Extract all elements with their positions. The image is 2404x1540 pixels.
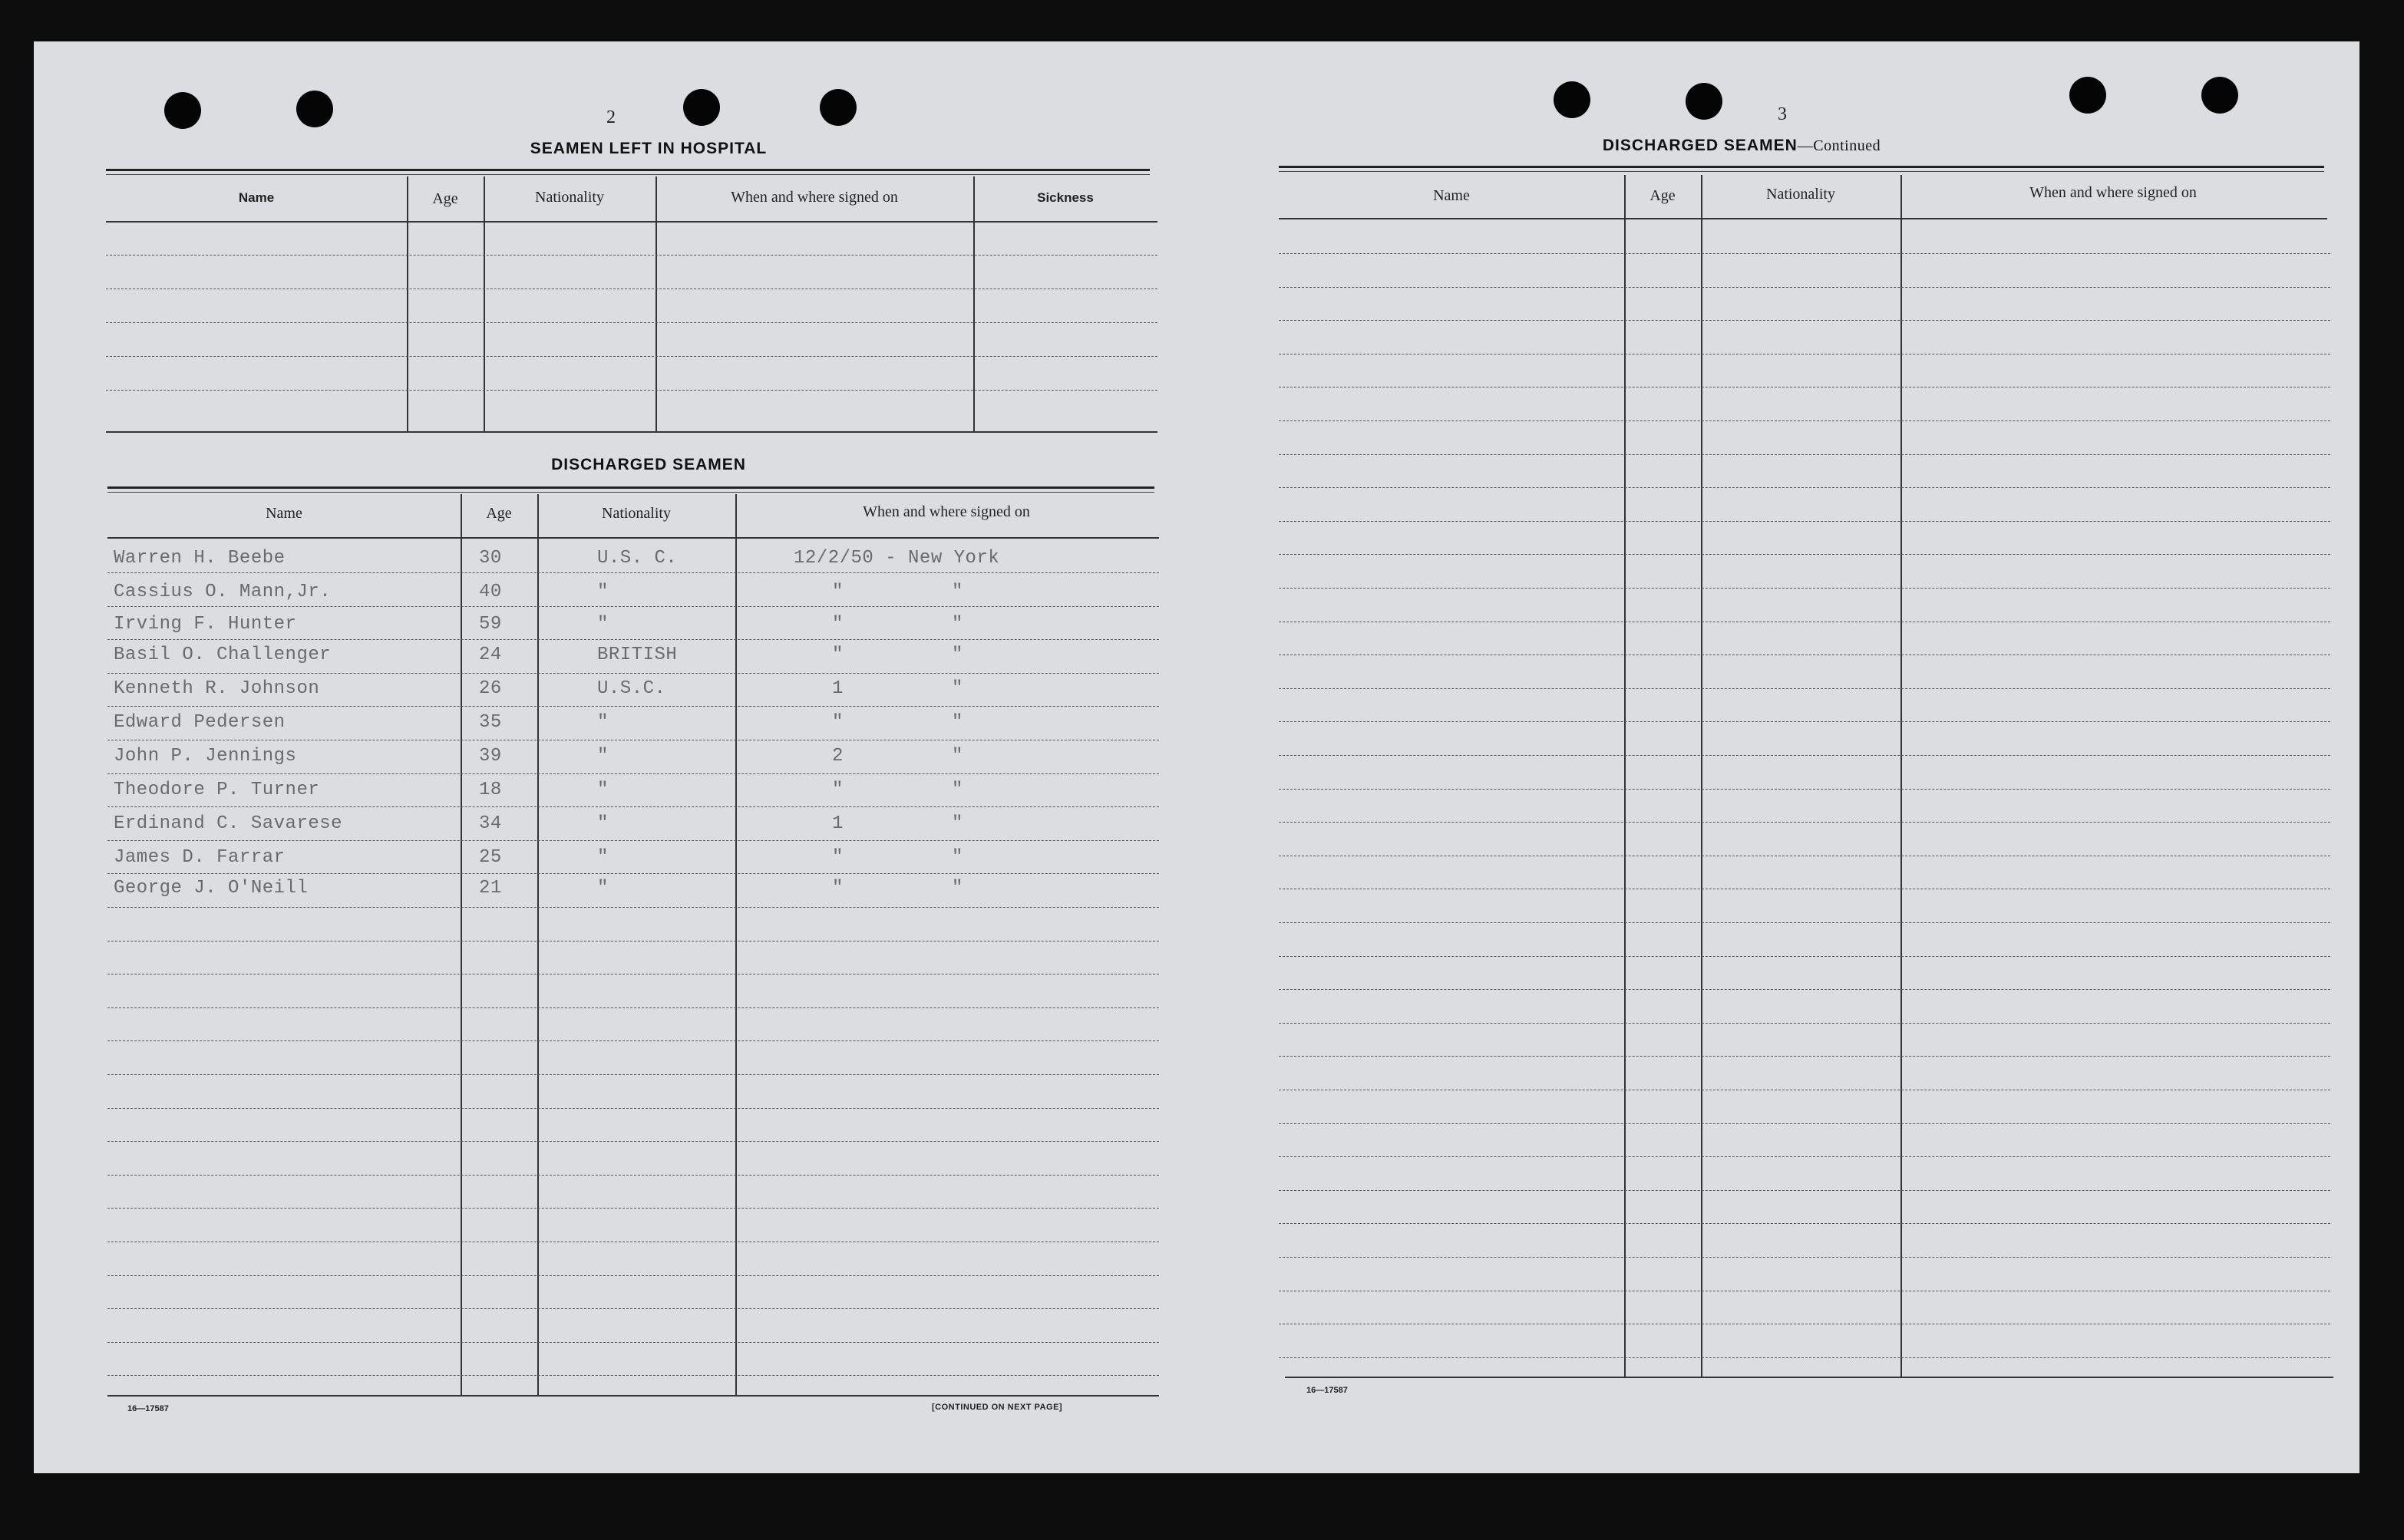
row-nationality: ": [597, 712, 609, 733]
form-code-right: 16—17587: [1306, 1386, 1348, 1395]
ruled-line: [106, 390, 1157, 391]
hospital-section-title: SEAMEN LEFT IN HOSPITAL: [530, 140, 768, 157]
ruled-line: [1279, 554, 2330, 555]
discharged-col-name: Name: [266, 505, 302, 522]
ruled-line: [107, 1375, 1159, 1376]
punch-hole: [683, 89, 720, 126]
hospital-header-rule: [106, 221, 1157, 223]
right-col-divider: [1900, 175, 1902, 1377]
ruled-line: [107, 1040, 1159, 1041]
row-name: Cassius O. Mann,Jr.: [114, 582, 332, 602]
ruled-line: [1279, 253, 2330, 254]
row-name: Warren H. Beebe: [114, 548, 286, 569]
row-nationality: ": [597, 746, 609, 767]
row-signed-on: 12/2/50 - New York: [794, 548, 1000, 569]
page-number-left: 2: [606, 107, 616, 127]
row-signed-on: ": [832, 614, 844, 635]
punch-hole: [1554, 81, 1590, 118]
ruled-line: [1279, 1023, 2330, 1024]
row-signed-on: 1: [832, 678, 844, 699]
discharged-col-nationality: Nationality: [602, 505, 671, 522]
ruled-line: [107, 1275, 1159, 1276]
row-where: ": [952, 813, 963, 834]
hospital-col-signed-on: When and where signed on: [731, 189, 898, 206]
hospital-col-sickness: Sickness: [1037, 190, 1094, 205]
ruled-line: [1279, 1123, 2330, 1124]
row-age: 34: [479, 813, 502, 834]
row-age: 24: [479, 645, 502, 665]
row-where: ": [952, 712, 963, 733]
row-signed-on: ": [832, 712, 844, 733]
row-nationality: ": [597, 582, 609, 602]
row-name: Irving F. Hunter: [114, 614, 297, 635]
ruled-line: [1279, 1357, 2330, 1358]
row-signed-on: ": [832, 780, 844, 800]
row-age: 21: [479, 878, 502, 899]
row-nationality: ": [597, 878, 609, 899]
hospital-col-divider: [655, 176, 657, 431]
ruled-line: [1279, 922, 2330, 923]
discharged-table-top-rule: [107, 486, 1154, 493]
right-col-age: Age: [1649, 187, 1676, 204]
ruled-line: [1279, 822, 2330, 823]
ruled-line: [107, 1007, 1159, 1008]
ruled-line: [1279, 688, 2330, 689]
row-where: ": [952, 614, 963, 635]
row-name: Edward Pedersen: [114, 712, 286, 733]
right-col-name: Name: [1433, 187, 1470, 204]
ruled-line: [107, 1308, 1159, 1309]
hospital-col-divider: [484, 176, 485, 431]
row-nationality: U.S. C.: [597, 548, 678, 569]
right-table-top-rule: [1279, 166, 2324, 172]
ruled-line: [107, 706, 1159, 707]
ruled-line: [107, 1141, 1159, 1142]
punch-hole: [2069, 77, 2106, 114]
document-sheet: [34, 41, 2359, 1473]
row-nationality: ": [597, 813, 609, 834]
row-age: 59: [479, 614, 502, 635]
right-col-divider: [1624, 175, 1626, 1377]
row-name: Theodore P. Turner: [114, 780, 320, 800]
ruled-line: [107, 1342, 1159, 1343]
ruled-line: [1279, 287, 2330, 288]
ruled-line: [1279, 521, 2330, 522]
continued-note: [CONTINUED ON NEXT PAGE]: [932, 1403, 1063, 1412]
discharged-col-divider: [735, 494, 737, 1395]
row-age: 25: [479, 847, 502, 868]
row-name: Kenneth R. Johnson: [114, 678, 320, 699]
row-nationality: BRITISH: [597, 645, 678, 665]
row-age: 18: [479, 780, 502, 800]
row-signed-on: ": [832, 645, 844, 665]
ruled-line: [1279, 755, 2330, 756]
row-where: ": [952, 746, 963, 767]
right-table-bottom-rule: [1285, 1377, 2333, 1378]
hospital-col-divider: [407, 176, 408, 431]
row-nationality: U.S.C.: [597, 678, 666, 699]
hospital-col-age: Age: [432, 190, 458, 207]
ruled-line: [107, 1108, 1159, 1109]
right-col-nationality: Nationality: [1766, 186, 1835, 203]
row-nationality: ": [597, 780, 609, 800]
punch-hole: [164, 92, 201, 129]
hospital-col-divider: [973, 176, 975, 431]
ruled-line: [107, 1074, 1159, 1075]
discharged-col-divider: [461, 494, 462, 1395]
row-signed-on: 2: [832, 746, 844, 767]
ruled-line: [106, 255, 1157, 256]
ruled-line: [106, 322, 1157, 323]
ruled-line: [107, 1208, 1159, 1209]
right-section-title: [1561, 137, 1922, 155]
row-where: ": [952, 780, 963, 800]
row-signed-on: 1: [832, 813, 844, 834]
row-where: ": [952, 678, 963, 699]
row-where: ": [952, 847, 963, 868]
ruled-line: [1279, 1156, 2330, 1157]
ruled-line: [1279, 721, 2330, 722]
discharged-col-age: Age: [486, 505, 512, 522]
ruled-line: [107, 773, 1159, 774]
ruled-line: [1279, 454, 2330, 455]
punch-hole: [1686, 83, 1722, 120]
punch-hole: [820, 89, 857, 126]
ruled-line: [1279, 789, 2330, 790]
form-code-left: 16—17587: [127, 1404, 169, 1413]
row-signed-on: ": [832, 847, 844, 868]
discharged-col-divider: [537, 494, 539, 1395]
ruled-line: [1279, 1190, 2330, 1191]
ruled-line: [107, 673, 1159, 674]
row-name: Basil O. Challenger: [114, 645, 332, 665]
row-signed-on: ": [832, 582, 844, 602]
punch-hole: [296, 91, 333, 127]
ruled-line: [1279, 588, 2330, 589]
right-title-suffix: —Continued: [1797, 137, 1881, 154]
right-header-rule: [1279, 218, 2327, 219]
row-where: ": [952, 645, 963, 665]
ruled-line: [1279, 420, 2330, 421]
row-nationality: ": [597, 614, 609, 635]
ruled-line: [107, 639, 1159, 640]
right-title-main: DISCHARGED SEAMEN: [1602, 137, 1798, 154]
ruled-line: [1279, 487, 2330, 488]
right-col-divider: [1701, 175, 1702, 1377]
ruled-line: [1279, 1056, 2330, 1057]
row-name: George J. O'Neill: [114, 878, 309, 899]
discharged-header-rule: [107, 537, 1159, 539]
ruled-line: [107, 572, 1159, 573]
ruled-line: [1279, 956, 2330, 957]
discharged-col-signed-on: When and where signed on: [863, 503, 1030, 520]
ruled-line: [1279, 320, 2330, 321]
ruled-line: [106, 356, 1157, 357]
right-col-signed-on: When and where signed on: [2029, 184, 2197, 201]
page-number-right: 3: [1778, 104, 1787, 124]
row-age: 30: [479, 548, 502, 569]
ruled-line: [107, 1175, 1159, 1176]
punch-hole: [2201, 77, 2238, 114]
ruled-line: [1279, 989, 2330, 990]
row-nationality: ": [597, 847, 609, 868]
ruled-line: [107, 806, 1159, 807]
row-signed-on: ": [832, 878, 844, 899]
hospital-table-bottom-rule: [106, 431, 1157, 433]
hospital-table-top-rule: [106, 169, 1150, 175]
ruled-line: [1279, 1223, 2330, 1224]
discharged-table-bottom-rule: [107, 1395, 1159, 1397]
row-name: John P. Jennings: [114, 746, 297, 767]
row-name: James D. Farrar: [114, 847, 286, 868]
row-age: 40: [479, 582, 502, 602]
row-age: 26: [479, 678, 502, 699]
ruled-line: [107, 873, 1159, 874]
row-where: ": [952, 878, 963, 899]
row-age: 35: [479, 712, 502, 733]
ruled-line: [107, 907, 1159, 908]
hospital-col-name: Name: [238, 190, 275, 205]
row-where: ": [952, 582, 963, 602]
row-age: 39: [479, 746, 502, 767]
ruled-line: [107, 606, 1159, 607]
discharged-section-title: DISCHARGED SEAMEN: [551, 456, 746, 473]
row-name: Erdinand C. Savarese: [114, 813, 343, 834]
ruled-line: [107, 840, 1159, 841]
ruled-line: [1279, 1257, 2330, 1258]
hospital-col-nationality: Nationality: [535, 189, 604, 206]
